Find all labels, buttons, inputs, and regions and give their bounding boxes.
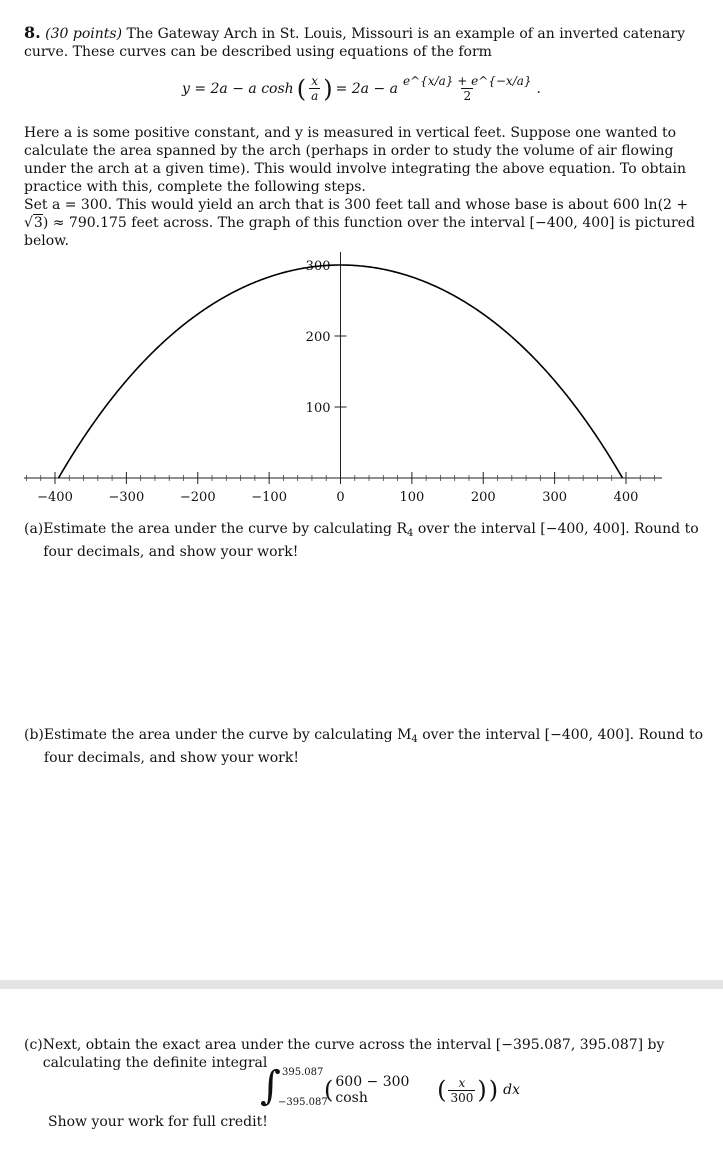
part-c-footer: Show your work for full credit! <box>48 1114 268 1130</box>
part-c-footer-row <box>24 1113 708 1131</box>
y-tick-label: 300 <box>305 259 331 274</box>
part-b-label: (b) <box>24 727 44 743</box>
x-tick-label: 300 <box>542 490 568 505</box>
x-tick-label: −100 <box>251 490 287 505</box>
integrand-fraction: $\frac{x}{300}$ <box>450 1075 474 1105</box>
part-c-text: Next, obtain the exact area under the curve across the interval [−395.087, 395.087] by calculating the definite integral <box>42 1037 665 1071</box>
catenary-equation: y = 2a − a cosh ( $\frac{x}{a}$ ) = 2a − a $\frac{e\^{}\{x/a\} + e\^{}\{-x/a\}}{2}$ . <box>181 74 541 103</box>
context-paragraph: Here a is some positive constant, and y is measured in vertical feet. Suppose one wanted to calculate the area spanned by the arch (perhaps in order to study the volume of air flowing under the arch at a given time). This would involve integrating the above equation. To obtain practice with this, complete the following steps. <box>24 125 686 195</box>
intro-text: The Gateway Arch in St. Louis, Missouri is an example of an inverted catenary curve. These curves can be described using equations of the form <box>24 26 685 60</box>
integral-dx: dx <box>503 1082 520 1098</box>
equation-exp-fraction: $\frac{e\^{}\{x/a\} + e\^{}\{-x/a\}}{2}$ <box>403 74 532 103</box>
x-tick-label: 0 <box>336 490 345 505</box>
integral-lower-limit: −395.087 <box>278 1097 328 1108</box>
part-a-text: Estimate the area under the curve by calculating $R_4$ over the interval [−400, 400]. Round to four decimals, and show your work! <box>43 521 699 560</box>
equation-mid: = 2a − a <box>335 80 399 97</box>
part-b <box>24 726 708 767</box>
x-tick-label: −400 <box>37 490 73 505</box>
y-tick-label: 100 <box>305 401 331 416</box>
y-tick-label: 200 <box>305 330 331 345</box>
equation-x-over-a: $\frac{x}{a}$ <box>311 74 319 103</box>
part-a-label: (a) <box>24 521 44 537</box>
x-tick-label: 200 <box>470 490 496 505</box>
part-b-text: Estimate the area under the curve by calculating $M_4$ over the interval [−400, 400]. Round to four decimals, and show your work! <box>43 727 704 766</box>
x-tick-label: −300 <box>108 490 145 505</box>
problem-number: 8. <box>24 23 41 42</box>
definite-integral: ∫ 395.087 −395.087 ( 600 − 300 cosh ( $\frac{x}{300}$ ) ) dx <box>260 1063 520 1109</box>
x-tick-label: 100 <box>399 490 425 505</box>
integral-upper-limit: 395.087 <box>282 1067 324 1078</box>
page-divider <box>0 980 723 989</box>
part-a <box>24 520 708 561</box>
x-tick-label: 400 <box>613 490 639 505</box>
problem-points: (30 points) <box>45 26 123 42</box>
part-c <box>24 1036 708 1072</box>
equation-lhs: y = 2a − a cosh <box>181 80 294 97</box>
setup-paragraph: Set a = 300. This would yield an arch that is 300 feet tall and whose base is about 600 ln(2 + √3) ≈ 790.175 feet across. The graph of this function over the interval [−400, 400] is pictured below. <box>24 197 695 249</box>
part-c-label: (c) <box>24 1037 43 1053</box>
x-tick-label: −200 <box>179 490 216 505</box>
integrand-text: 600 − 300 cosh <box>335 1074 410 1106</box>
arch-graph <box>0 0 723 520</box>
